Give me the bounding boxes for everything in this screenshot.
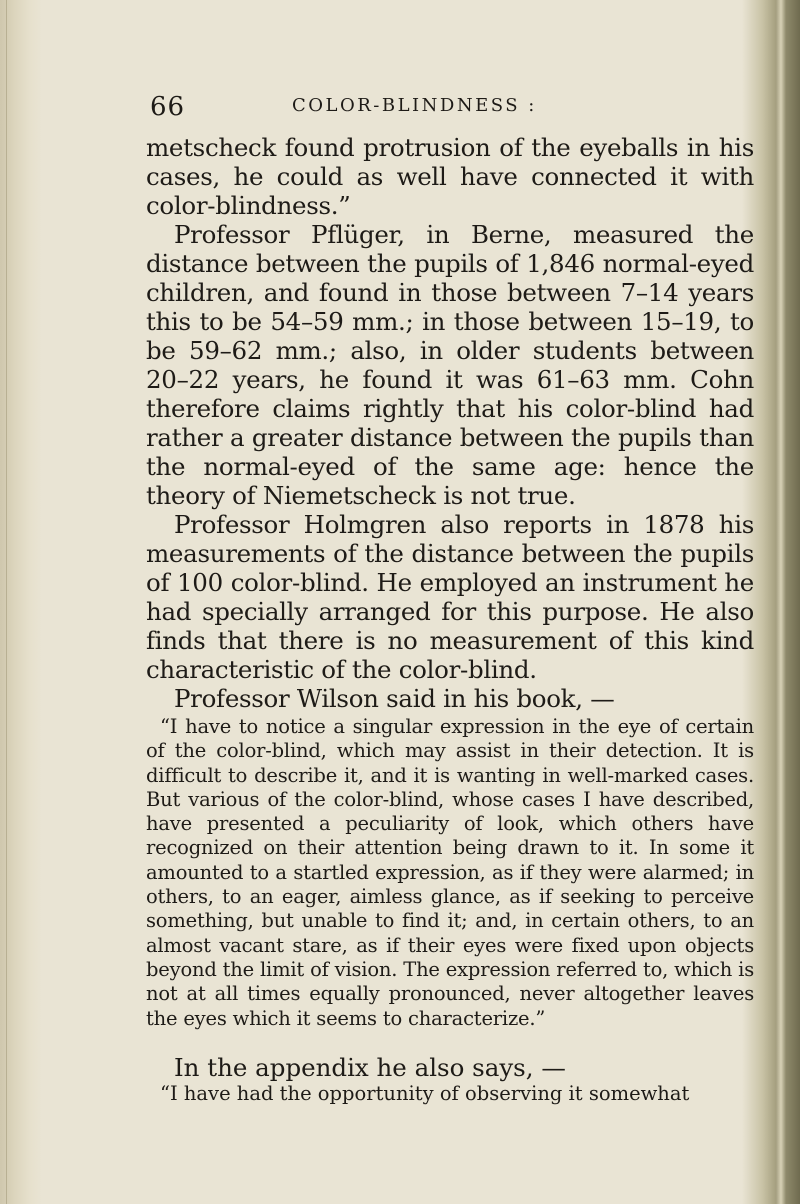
running-head: COLOR-BLINDNESS :	[292, 95, 537, 116]
main-text	[146, 133, 754, 713]
paragraph-continued: metscheck found protrusion of the eyeballs in his cases, he could as well have connected it with color-blindness.”	[146, 133, 754, 220]
body-text	[146, 133, 754, 1106]
book-page	[42, 0, 754, 1204]
appendix-quote: “I have had the opportunity of observing it somewhat	[160, 1081, 690, 1105]
appendix-section	[146, 1053, 754, 1106]
paragraph-pfluger: Professor Pflüger, in Berne, measured the distance between the pupils of 1,846 normal-eyed children, and found in those between 7–14 years this to be 54–59 mm.; in those between 15–19, to be 59–62 mm.; also, in older students between 20–22 years, he found it was 61–63 mm. Cohn therefore claims rightly that his color-blind had rather a greater distance between the pupils than the normal-eyed of the same age: hence the theory of Niemetscheck is not true.	[146, 220, 754, 510]
block-quote	[146, 715, 754, 1031]
appendix-line: In the appendix he also says, —	[174, 1052, 566, 1082]
paragraph-wilson: Professor Wilson said in his book, —	[174, 684, 615, 713]
page-number: 66	[150, 92, 186, 122]
paragraph-holmgren: Professor Holmgren also reports in 1878 his measurements of the distance between the pupils of 100 color-blind. He employed an instrument he had specially arranged for this purpose. He also finds that there is no measurement of this kind characteristic of the color-blind.	[146, 510, 754, 684]
page-header	[42, 92, 742, 122]
wilson-quote: “I have to notice a singular expression in the eye of certain of the color-blind, which may assist in their detection. It is difficult to describe it, and it is wanting in well-marked cases. But various of the color-blind, whose cases I have described, have presented a peculiarity of look, which others have recognized on their attention being drawn to it. In some it amounted to a startled expression, as if they were alarmed; in others, to an eager, aimless glance, as if seeking to perceive something, but unable to find it; and, in certain others, to an almost vacant stare, as if their eyes were fixed upon objects beyond the limit of vision. The expression referred to, which is not at all times equally pronounced, never altogether leaves the eyes which it seems to characterize.”	[146, 715, 754, 1030]
page-gutter	[0, 0, 42, 1204]
